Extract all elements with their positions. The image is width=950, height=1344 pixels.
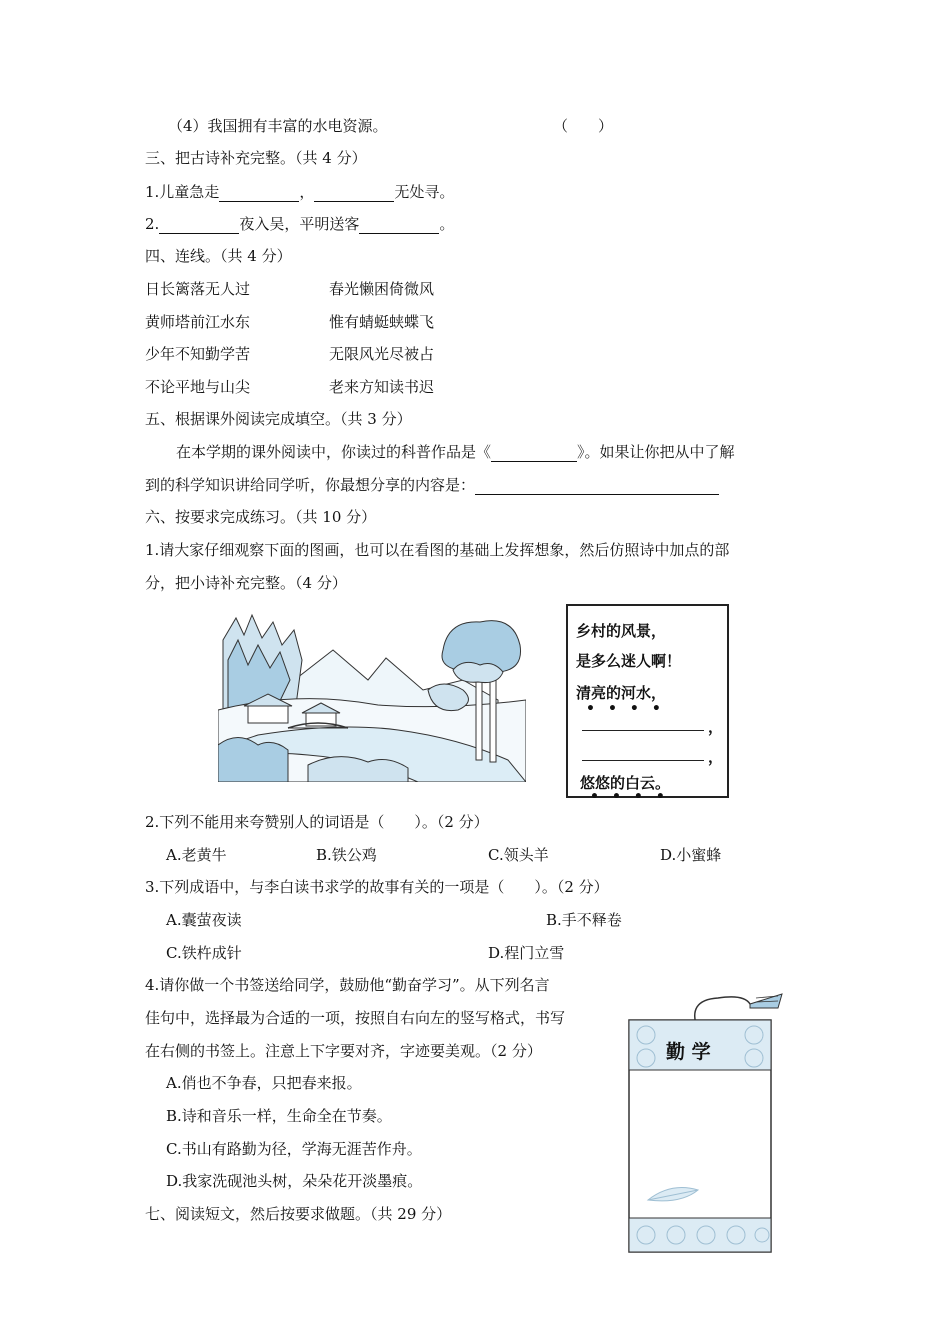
q6-3-option-b[interactable]: B.手不释卷 <box>546 911 622 929</box>
poem-fill-blank-1[interactable] <box>582 730 704 731</box>
book-title-blank[interactable] <box>491 445 577 462</box>
q6-3-option-d[interactable]: D.程门立雪 <box>488 944 565 962</box>
q6-2-option-c[interactable]: C.领头羊 <box>488 846 549 864</box>
share-content-blank[interactable] <box>475 478 719 495</box>
poem-fill-line-2 <box>145 214 454 234</box>
q6-4-option-a[interactable]: A.俏也不争春，只把春来报。 <box>166 1074 362 1092</box>
landscape-illustration <box>218 610 526 782</box>
match-left-2[interactable]: 黄师塔前江水东 <box>145 313 251 331</box>
emphasis-dots: •••• <box>586 701 674 717</box>
q6-1-line-2: 分，把小诗补充完整。（4 分） <box>145 574 347 592</box>
section-7-title: 七、阅读短文，然后按要求做题。（共 29 分） <box>145 1205 452 1223</box>
poem-comma-1: ， <box>708 718 724 736</box>
match-right-2[interactable]: 惟有蜻蜓蛱蝶飞 <box>329 313 435 331</box>
poem-fill-line-1 <box>145 182 454 202</box>
reading-line-1 <box>176 442 735 462</box>
fill-blank[interactable] <box>359 217 439 234</box>
text: 》。如果让你把从中了解 <box>577 443 735 461</box>
poem-comma-2: ， <box>708 748 724 766</box>
reading-line-2 <box>145 475 719 495</box>
q6-4-line-1: 4.请你做一个书签送给同学，鼓励他“勤奋学习”。从下列名言 <box>145 976 550 994</box>
bookmark-title: 勤 学 <box>666 1041 711 1063</box>
text: ， <box>299 183 315 201</box>
q6-4-line-3: 在右侧的书签上。注意上下字要对齐，字迹要美观。（2 分） <box>145 1042 542 1060</box>
section-5-title: 五、根据课外阅读完成填空。（共 3 分） <box>145 410 412 428</box>
poem-fill-blank-2[interactable] <box>582 760 704 761</box>
q6-4-option-b[interactable]: B.诗和音乐一样，生命全在节奏。 <box>166 1107 392 1125</box>
bookmark-writing-area[interactable] <box>632 1072 772 1217</box>
q6-2: 2.下列不能用来夸赞别人的词语是（ ）。（2 分） <box>145 813 489 831</box>
q6-4-line-2: 佳句中，选择最为合适的一项，按照自右向左的竖写格式，书写 <box>145 1009 566 1027</box>
text: 到的科学知识讲给同学听，你最想分享的内容是： <box>145 476 476 494</box>
q6-2-option-a[interactable]: A.老黄牛 <box>166 846 227 864</box>
match-right-3[interactable]: 无限风光尽被占 <box>329 345 435 363</box>
q6-1-line-1: 1.请大家仔细观察下面的图画，也可以在看图的基础上发挥想象，然后仿照诗中加点的部 <box>145 541 730 559</box>
fill-blank[interactable] <box>314 185 394 202</box>
fill-blank[interactable] <box>219 185 299 202</box>
emphasis-dots: •••• <box>590 789 678 805</box>
q6-4-option-d[interactable]: D.我家洗砚池头树，朵朵花开淡墨痕。 <box>166 1172 423 1190</box>
text: 。 <box>439 215 455 233</box>
section-3-title: 三、把古诗补充完整。（共 4 分） <box>145 149 367 167</box>
fill-blank[interactable] <box>159 217 239 234</box>
text: 无处寻。 <box>394 183 455 201</box>
section-4-title: 四、连线。（共 4 分） <box>145 247 292 265</box>
q6-4-option-c[interactable]: C.书山有路勤为径，学海无涯苦作舟。 <box>166 1140 422 1158</box>
poem-line-3: 清亮的河水， <box>576 684 667 702</box>
text: 夜入吴，平明送客 <box>239 215 360 233</box>
question-2-4: （4）我国拥有丰富的水电资源。 <box>168 117 388 135</box>
match-left-3[interactable]: 少年不知勤学苦 <box>145 345 251 363</box>
q6-2-option-b[interactable]: B.铁公鸡 <box>316 846 377 864</box>
section-6-title: 六、按要求完成练习。（共 10 分） <box>145 508 377 526</box>
poem-line-6: 悠悠的白云。 <box>580 774 671 792</box>
text: 1.儿童急走 <box>145 183 220 201</box>
q6-3: 3.下列成语中，与李白读书求学的故事有关的一项是（ ）。（2 分） <box>145 878 609 896</box>
q6-2-option-d[interactable]: D.小蜜蜂 <box>660 846 722 864</box>
poem-line-1: 乡村的风景， <box>576 622 667 640</box>
q6-3-option-c[interactable]: C.铁杵成针 <box>166 944 242 962</box>
poem-line-2: 是多么迷人啊！ <box>576 652 682 670</box>
match-left-4[interactable]: 不论平地与山尖 <box>145 378 251 396</box>
text: 2. <box>145 215 160 233</box>
match-right-1[interactable]: 春光懒困倚微风 <box>329 280 435 298</box>
match-right-4[interactable]: 老来方知读书迟 <box>329 378 435 396</box>
answer-bracket[interactable]: （ ） <box>553 117 614 135</box>
poem-box <box>566 604 729 805</box>
q6-3-option-a[interactable]: A.囊萤夜读 <box>166 911 242 929</box>
text: 在本学期的课外阅读中，你读过的科普作品是《 <box>176 443 492 461</box>
match-left-1[interactable]: 日长篱落无人过 <box>145 280 251 298</box>
